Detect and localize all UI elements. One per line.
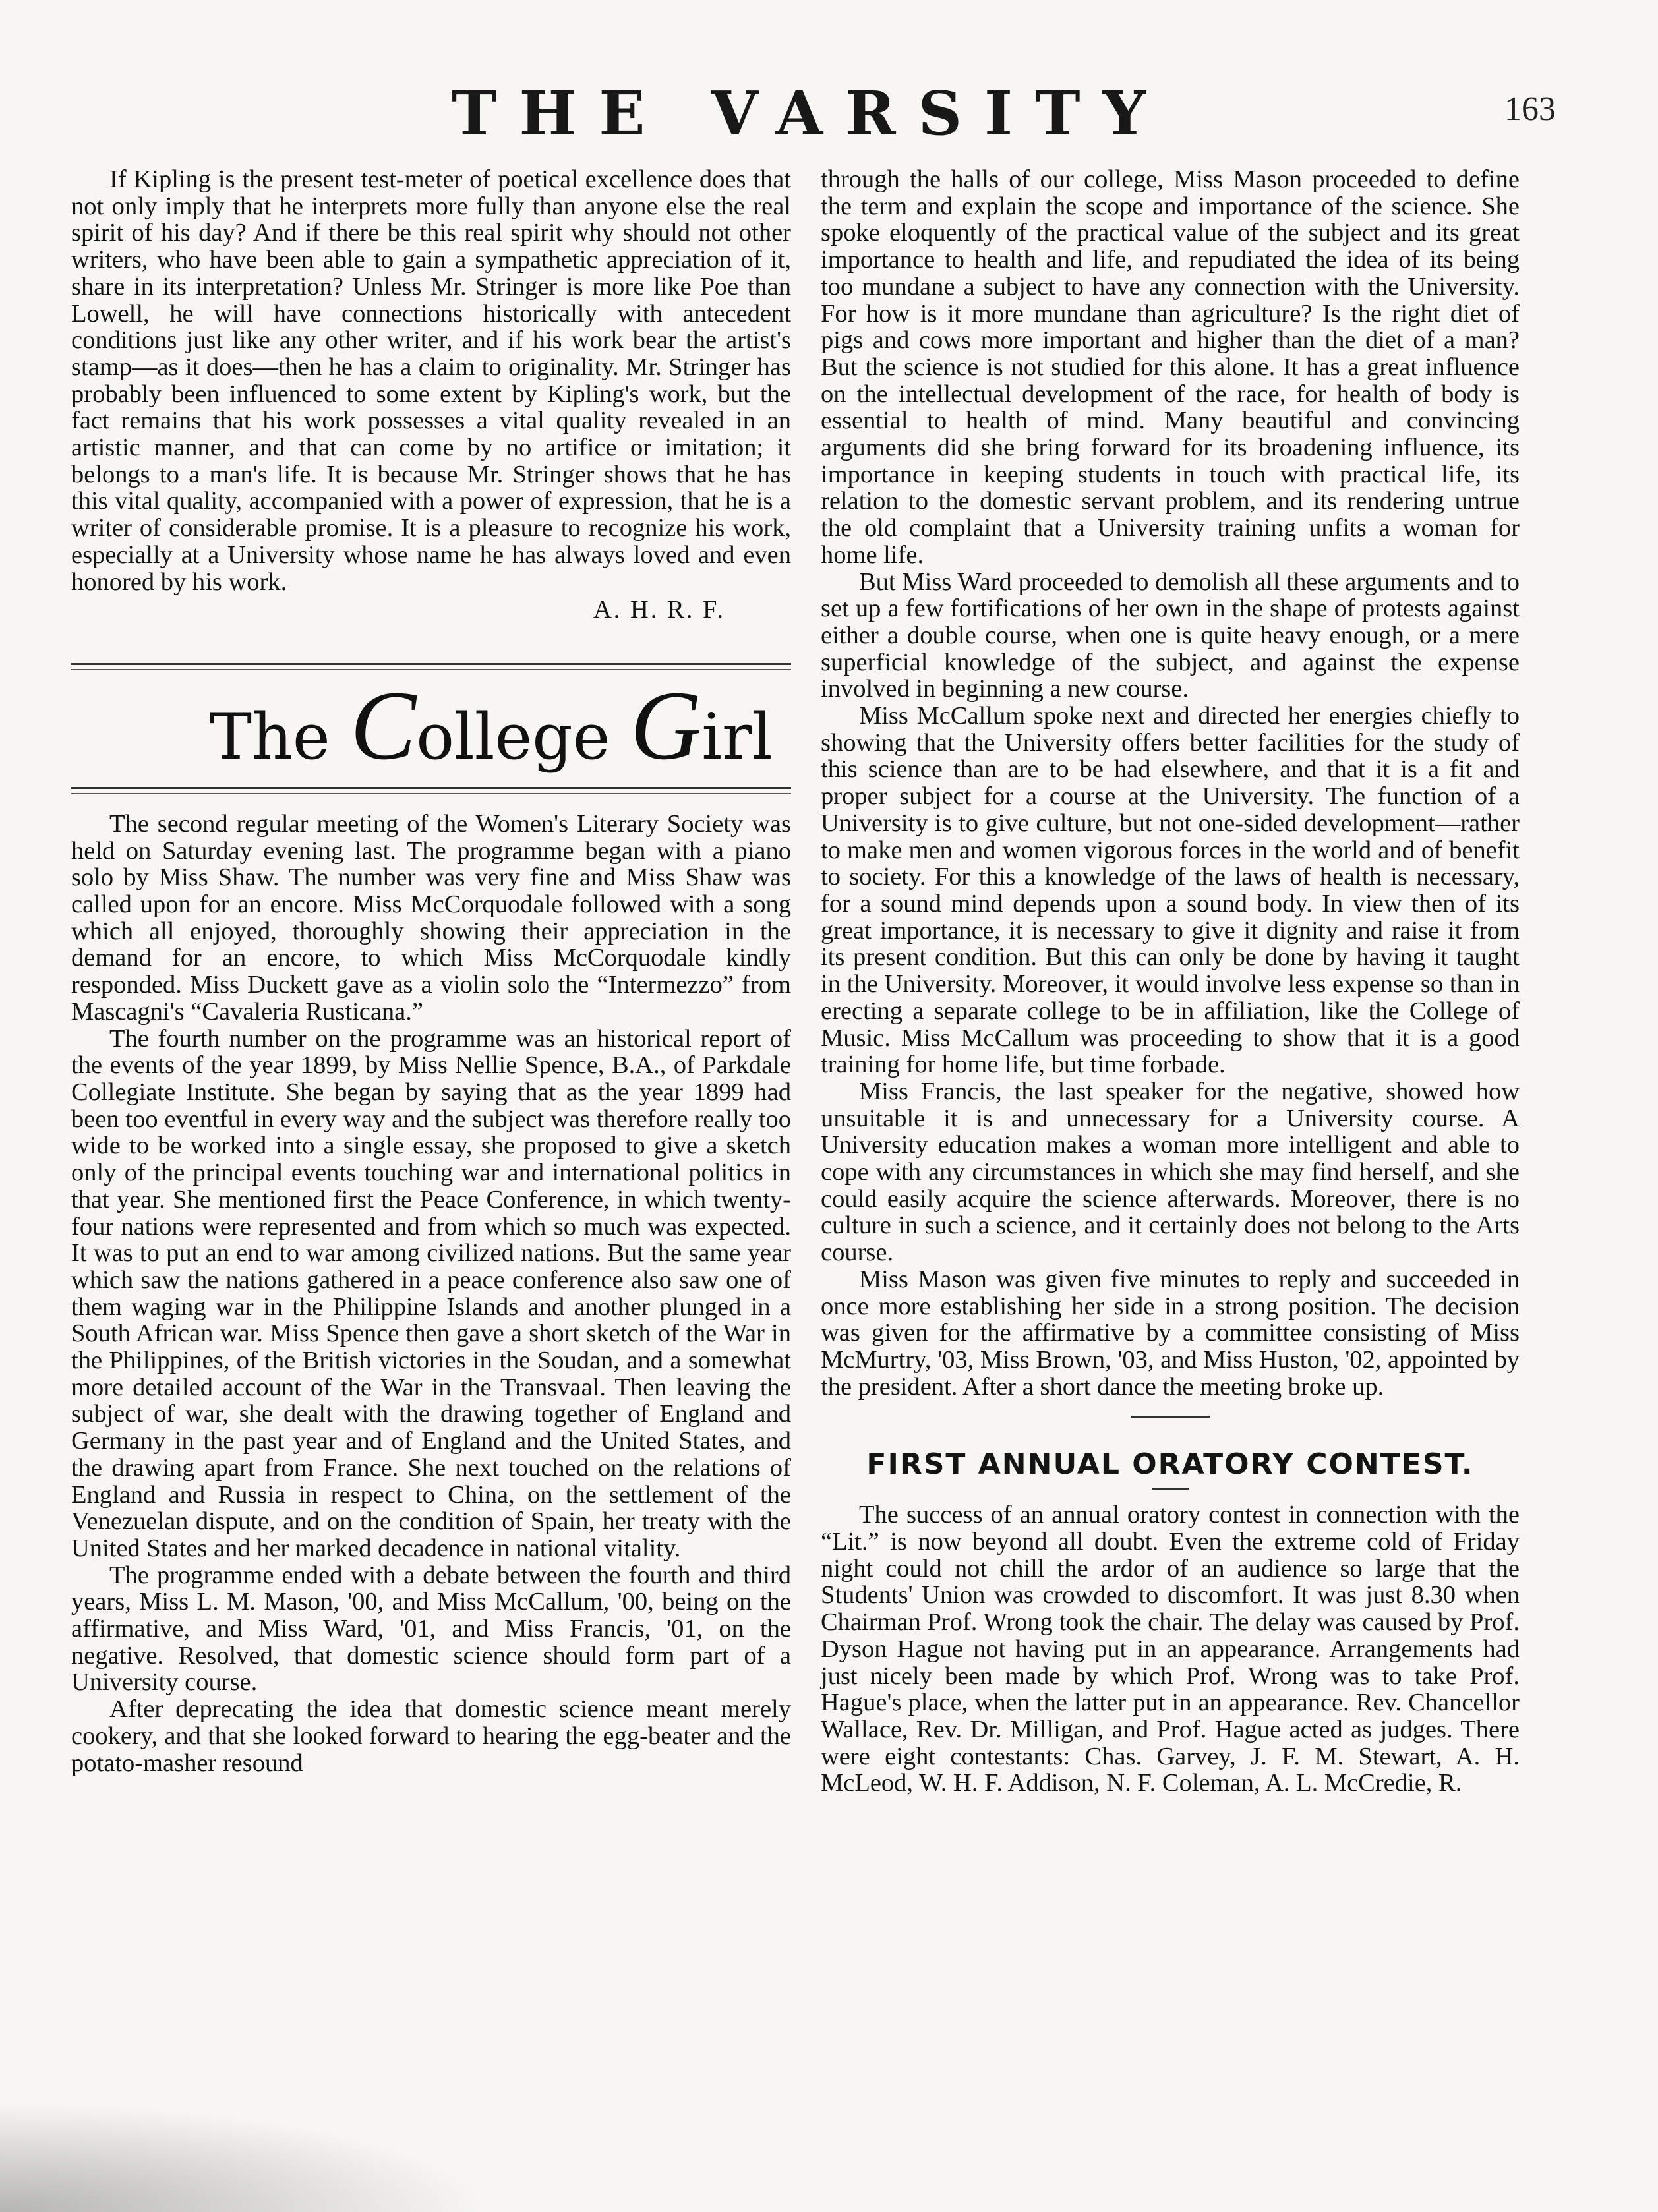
article-paragraph: If Kipling is the present test-meter of poetical excellence does that not only imply that he interprets more fully than anyone else the real spirit of his day? And if there be this real spirit why should not other writers, who have been able to gain a sympathetic appreciation of it, share in its interpretation? Unless Mr. Stringer is more like Poe than Lowell, he will have connections historically with antecedent conditions just like any other writer, and if his work bear the artist's stamp—as it does—then he has a claim to originality. Mr. Stringer has probably been influenced to some extent by Kipling's work, but the fact remains that his work possesses a vital quality revealed in an artistic manner, and that can come by no artifice or imitation; it belongs to a man's life. It is because Mr. Stringer shows that he has this vital quality, accompanied with a power of expression, that he is a writer of considerable promise. It is a pleasure to recognize his work, especially at a University whose name he has always loved and even honored by his work.: [71, 165, 791, 596]
article-paragraph: The fourth number on the programme was an historical report of the events of the year 1899, by Miss Nellie Spence, B.A., of Parkdale Collegiate Institute. She began by saying that as the year 1899 had been too eventful in every way and the subject was therefore really too wide to be worked into a single essay, she proposed to give a sketch only of the principal events touching war and international politics in that year. She mentioned first the Peace Conference, in which twenty-four nations were represented and from which so much was expected. It was to put an end to war among civilized nations. But the same year which saw the nations gathered in a peace conference also saw one of them waging war in the Philippine Islands and another plunged in a South African war. Miss Spence then gave a short sketch of the War in the Philippines, of the British victories in the Soudan, and a somewhat more detailed account of the War in the Transvaal. Then leaving the subject of war, she dealt with the drawing together of England and Germany in the past year and of England and the United States, and the drawing apart from France. She next touched on the relations of England and Russia in respect to China, on the settlement of the Venezuelan dispute, and on the condition of Spain, her treaty with the United States and her marked decadence in national vitality.: [71, 1024, 791, 1562]
article-paragraph: The success of an annual oratory contest in connection with the “Lit.” is now beyond all doubt. Even the extreme cold of Friday night could not chill the ardor of an audience so large that the Students' Union was crowded to discomfort. It was just 8.30 when Chairman Prof. Wrong took the chair. The delay was caused by Prof. Dyson Hague not having put in an appearance. Arrangements had just nicely been made by which Prof. Wrong was to take Prof. Hague's place, when the latter put in an appearance. Rev. Chancellor Wallace, Rev. Dr. Milligan, and Prof. Hague acted as judges. There were eight contestants: Chas. Garvey, J. F. M. Stewart, A. H. McLeod, W. H. F. Addison, N. F. Coleman, A. L. McCredie, R.: [821, 1501, 1520, 1797]
right-column: [821, 166, 1520, 1797]
author-signature: A. H. R. F.: [593, 596, 725, 624]
divider-rule: [1131, 1416, 1210, 1418]
divider-rule-small: [1152, 1488, 1189, 1490]
section-title-cap-g: G: [630, 670, 702, 780]
section-title-the: The: [210, 699, 330, 774]
contest-heading: FIRST ANNUAL ORATORY CONTEST.: [866, 1447, 1474, 1482]
newspaper-title: THE VARSITY: [452, 78, 1169, 149]
scan-artifact: [0, 2093, 527, 2212]
page-number: 163: [1504, 90, 1556, 128]
article-paragraph: After deprecating the idea that domestic science meant merely cookery, and that she looked forward to hearing the egg-beater and the potato-masher resound: [71, 1695, 791, 1777]
article-paragraph: Miss Mason was given five minutes to reply and succeeded in once more establishing her side in a strong position. The decision was given for the affirmative by a committee consisting of Miss McMurtry, '03, Miss Brown, '03, and Miss Huston, '02, appointed by the president. After a short dance the meeting broke up.: [821, 1265, 1520, 1401]
section-rule-bottom: [71, 787, 791, 789]
section-rule-top: [71, 663, 791, 665]
article-paragraph: The programme ended with a debate between the fourth and third years, Miss L. M. Mason, '00, and Miss McCallum, '00, being on the affirmative, and Miss Ward, '01, and Miss Francis, '01, on the negative. Resolved, that domestic science should form part of a University course.: [71, 1561, 791, 1697]
section-rule-bottom-thin: [71, 793, 791, 794]
section-heading-college-girl: [71, 670, 791, 787]
article-paragraph: Miss Francis, the last speaker for the negative, showed how unsuitable it is and unnecessary for a University course. A University education makes a woman more intelligent and able to cope with any circumstances in which she may find herself, and she could easily acquire the science afterwards. Moreover, there is no culture in such a science, and it certainly does not belong to the Arts course.: [821, 1077, 1520, 1267]
article-paragraph: But Miss Ward proceeded to demolish all these arguments and to set up a few fortifications of her own in the shape of protests against either a double course, when one is quite heavy enough, or a mere superficial knowledge of the subject, and against the expense involved in beginning a new course.: [821, 568, 1520, 703]
article-paragraph: Miss McCallum spoke next and directed her energies chiefly to showing that the University offers better facilities for the study of this science than are to be had elsewhere, and that it is a fit and proper subject for a course at the University. The function of a University is to give culture, but not one-sided development—rather to make men and women vigorous forces in the world and of benefit to society. For this a knowledge of the laws of health is necessary, for a sound mind depends upon a sound body. In view then of its great importance, it is necessary to give it dignity and raise it from its present condition. But this can only be done by having it taught in the University. Moreover, it would involve less expense so than in erecting a separate college to be in affiliation, like the College of Music. Miss McCallum was proceeding to show that it is a good training for home life, but time forbade.: [821, 702, 1520, 1079]
section-title-cap-c: C: [350, 670, 417, 780]
masthead: [86, 78, 1582, 150]
section-title-irl: irl: [701, 699, 773, 774]
article-paragraph: through the halls of our college, Miss Mason proceeded to define the term and explain the scope and importance of the science. She spoke eloquently of the practical value of the subject and its great importance to health and life, and repudiated the idea of its being too mundane a subject to have any connection with the University. For how is it more mundane than agriculture? Is the right diet of pigs and cows more important and higher than the diet of a man? But the science is not studied for this alone. It has a great influence on the intellectual development of the race, for health of body is essential to health of mind. Many beautiful and convincing arguments did she bring forward for its broadening influence, its importance in keeping students in touch with practical life, its relation to the domestic servant problem, and its rendering untrue the old complaint that a University training unfits a woman for home life.: [821, 165, 1520, 569]
section-title: [210, 670, 773, 780]
left-column: [71, 166, 791, 1776]
section-title-ollege: ollege: [416, 699, 610, 774]
article-paragraph: The second regular meeting of the Women's Literary Society was held on Saturday evening last. The programme began with a piano solo by Miss Shaw. The number was very fine and Miss Shaw was called upon for an encore. Miss McCorquodale followed with a song which all enjoyed, thoroughly showing their appreciation in the demand for an encore, to which Miss McCorquodale kindly responded. Miss Duckett gave as a violin solo the “Intermezzo” from Mascagni's “Cavaleria Rusticana.”: [71, 809, 791, 1026]
